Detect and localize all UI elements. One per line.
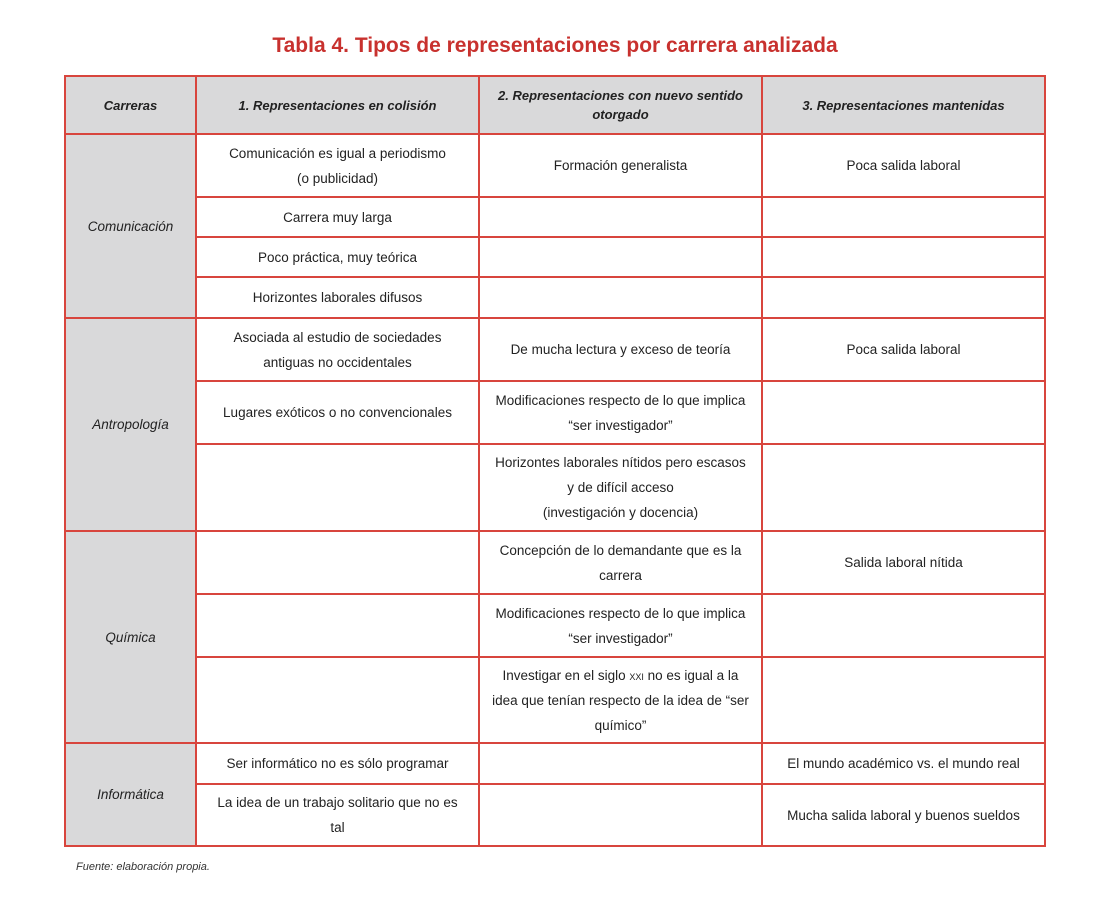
empty-cell <box>762 444 1045 531</box>
cell-text: (o publicidad) <box>296 170 379 186</box>
cell-text: no es igual a la idea que tenían respecto de la idea de “ser químico” <box>492 667 749 733</box>
empty-cell <box>762 237 1045 277</box>
table-title: Tabla 4. Tipos de representaciones por carrera analizada <box>272 34 838 57</box>
empty-cell <box>762 657 1045 743</box>
table-cell: Formación generalista <box>479 134 762 197</box>
century-numeral: xxi <box>629 667 644 683</box>
table-cell: Concepción de lo demandante que es la carrera <box>479 531 762 594</box>
table-cell: El mundo académico vs. el mundo real <box>762 743 1045 784</box>
table-cell: Asociada al estudio de sociedades antiguas no occidentales <box>196 318 479 381</box>
cell-text: y de difícil acceso <box>567 480 674 495</box>
table-cell: Poca salida laboral <box>762 318 1045 381</box>
header-mantenidas: 3. Representaciones mantenidas <box>762 76 1045 134</box>
source-note: Fuente: elaboración propia. <box>76 861 210 873</box>
cell-text: Investigar en el siglo <box>502 667 630 683</box>
table-cell: De mucha lectura y exceso de teoría <box>479 318 762 381</box>
table-cell: Lugares exóticos o no convencionales <box>196 381 479 444</box>
table-cell: Modificaciones respecto de lo que implica “ser investigador” <box>479 381 762 444</box>
career-antropologia: Antropología <box>65 318 196 531</box>
table-cell: La idea de un trabajo solitario que no es tal <box>196 784 479 846</box>
career-quimica: Química <box>65 531 196 743</box>
career-informatica: Informática <box>65 743 196 846</box>
empty-cell <box>196 531 479 594</box>
empty-cell <box>479 197 762 237</box>
cell-text: (investigación y docencia) <box>542 505 699 520</box>
cell-text: Comunicación es igual a periodismo <box>229 145 446 161</box>
career-comunicacion: Comunicación <box>65 134 196 318</box>
table-cell: Poco práctica, muy teórica <box>196 237 479 277</box>
empty-cell <box>762 594 1045 657</box>
table-cell: Poca salida laboral <box>762 134 1045 197</box>
table-cell: Modificaciones respecto de lo que implica “ser investigador” <box>479 594 762 657</box>
header-carreras: Carreras <box>65 76 196 134</box>
header-nuevo-sentido: 2. Representaciones con nuevo sentido otorgado <box>479 76 762 134</box>
empty-cell <box>762 197 1045 237</box>
header-colision: 1. Representaciones en colisión <box>196 76 479 134</box>
representations-table <box>64 75 1046 847</box>
table-cell <box>479 444 762 531</box>
empty-cell <box>479 743 762 784</box>
table-cell: Salida laboral nítida <box>762 531 1045 594</box>
empty-cell <box>196 594 479 657</box>
table-cell <box>479 657 762 743</box>
empty-cell <box>196 444 479 531</box>
empty-cell <box>762 277 1045 318</box>
table-cell: Carrera muy larga <box>196 197 479 237</box>
empty-cell <box>479 237 762 277</box>
empty-cell <box>762 381 1045 444</box>
empty-cell <box>479 277 762 318</box>
empty-cell <box>196 657 479 743</box>
table-cell: Mucha salida laboral y buenos sueldos <box>762 784 1045 846</box>
table-cell: Ser informático no es sólo programar <box>196 743 479 784</box>
table-cell: Horizontes laborales difusos <box>196 277 479 318</box>
table-cell <box>196 134 479 197</box>
cell-text: Horizontes laborales nítidos pero escasos <box>495 455 746 470</box>
empty-cell <box>479 784 762 846</box>
